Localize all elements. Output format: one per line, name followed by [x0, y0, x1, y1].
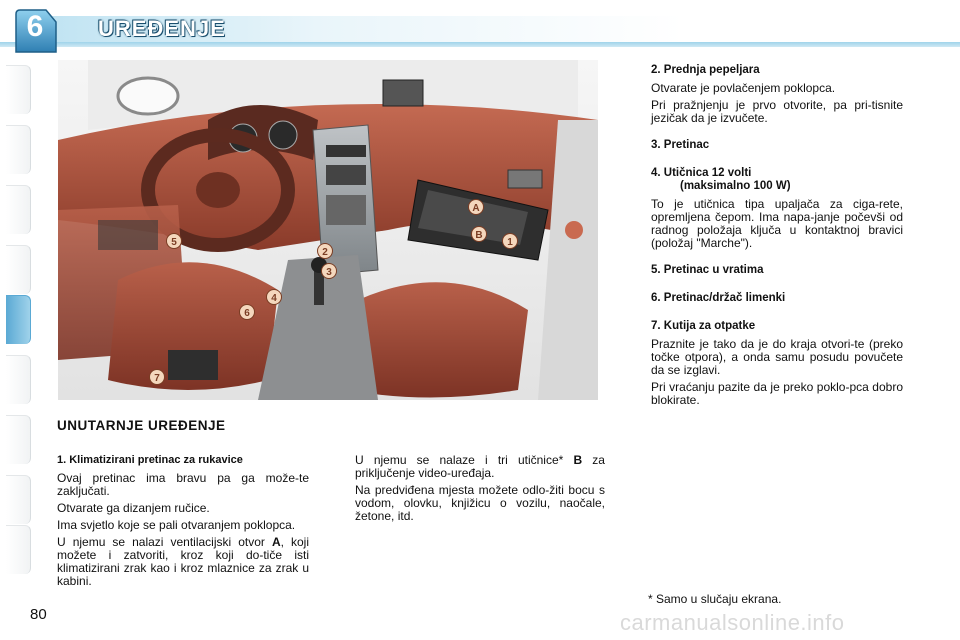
side-tab[interactable]: [6, 415, 31, 464]
section-title: UNUTARNJE UREĐENJE: [57, 418, 226, 433]
svg-text:6: 6: [244, 308, 250, 319]
svg-text:5: 5: [171, 237, 177, 248]
chapter-number: 6: [26, 10, 44, 43]
page-number: 80: [30, 606, 47, 623]
callout-A: [469, 200, 484, 215]
spacer: [651, 129, 903, 139]
paragraph: Ima svjetlo koje se pali otvaranjem poklopca.: [57, 518, 296, 532]
paragraph: Pri pražnjenju je prvo otvorite, pa pri-tisnite jezičak da je izvučete.: [651, 98, 903, 125]
svg-text:7: 7: [154, 373, 160, 384]
callout-5: [167, 234, 182, 249]
svg-text:3: 3: [326, 267, 332, 278]
spacer: [651, 310, 903, 320]
side-tab[interactable]: [6, 355, 31, 404]
spacer: [651, 282, 903, 292]
paragraph: Otvarate ga dizanjem ručice.: [57, 501, 210, 515]
watermark: carmanualsonline.info: [620, 610, 845, 635]
side-tab[interactable]: [6, 65, 31, 114]
bold-ref-B: B: [573, 453, 583, 467]
callout-2: [318, 244, 333, 259]
paragraph: Praznite je tako da je do kraja otvori-te (preko točke otpora), a onda samu posudu povučete da se izglavi.: [651, 337, 903, 377]
callout-7: [150, 370, 165, 385]
bold-ref-A: A: [271, 535, 281, 549]
text: za priključenje video-uređaja.: [355, 453, 605, 480]
paragraph: Pri vraćanju pazite da je preko poklo-pca dobro blokirate.: [651, 380, 903, 407]
side-tab[interactable]: [6, 525, 31, 574]
page-title: UREĐENJE: [98, 16, 226, 41]
spacer: [651, 157, 903, 167]
side-tab[interactable]: [6, 185, 31, 234]
chapter-side-tabs: [0, 55, 34, 575]
interior-drawing: [58, 60, 598, 400]
car-interior-illustration: [58, 60, 598, 400]
callout-1: [503, 234, 518, 249]
paragraph: To je utičnica tipa upaljača za ciga-rete, opremljena čepom. Ima napa-janje počevši od radnog položaja ključa u kontaktnoj bravici (položaj "Marche").: [651, 197, 903, 250]
svg-text:4: 4: [271, 293, 277, 304]
svg-text:2: 2: [322, 247, 328, 258]
side-tab[interactable]: [6, 475, 31, 524]
paragraph: Na predviđena mjesta možete odlo-žiti bocu s vodom, olovku, knjižicu o vozilu, naočale, žetone, itd.: [355, 483, 605, 523]
paragraph: Ovaj pretinac ima bravu pa ga može-te zaključati.: [57, 471, 309, 498]
item-2-heading: 2. Prednja pepeljara: [651, 64, 760, 76]
svg-text:A: A: [472, 203, 480, 214]
callout-B: [472, 227, 487, 242]
text: , koji možete i zatvoriti, kroz koji do-tiče isti klimatizirani zrak kao i kroz mlaznice za zrak u kabini.: [57, 535, 309, 588]
text: U njemu se nalazi ventilacijski otvor: [57, 535, 265, 549]
item-4-subheading: (maksimalno 100 W): [680, 180, 791, 192]
paragraph: [355, 454, 605, 480]
callout-6: [240, 305, 255, 320]
svg-text:1: 1: [507, 237, 513, 248]
left-column: [57, 454, 309, 592]
item-1-heading: 1. Klimatizirani pretinac za rukavice: [57, 454, 243, 466]
spacer: [651, 254, 903, 264]
page-header: [0, 0, 960, 50]
side-tab[interactable]: [6, 245, 31, 294]
header-line: [0, 42, 960, 47]
side-tab-active[interactable]: [6, 295, 31, 344]
callout-4: [267, 290, 282, 305]
text: U njemu se nalaze i tri utičnice*: [355, 453, 564, 467]
svg-text:B: B: [475, 230, 483, 241]
side-tab[interactable]: [6, 125, 31, 174]
item-5-heading: 5. Pretinac u vratima: [651, 264, 764, 276]
paragraph: Otvarate je povlačenjem poklopca.: [651, 81, 836, 95]
item-3-heading: 3. Pretinac: [651, 139, 710, 151]
item-4-heading: 4. Utičnica 12 volti: [651, 167, 752, 179]
item-7-heading: 7. Kutija za otpatke: [651, 320, 756, 332]
item-6-heading: 6. Pretinac/držač limenki: [651, 292, 786, 304]
footnote: * Samo u slučaju ekrana.: [648, 592, 782, 606]
right-column: [651, 64, 903, 411]
middle-column: [355, 454, 605, 527]
callout-3: [322, 264, 337, 279]
paragraph: [57, 536, 309, 588]
